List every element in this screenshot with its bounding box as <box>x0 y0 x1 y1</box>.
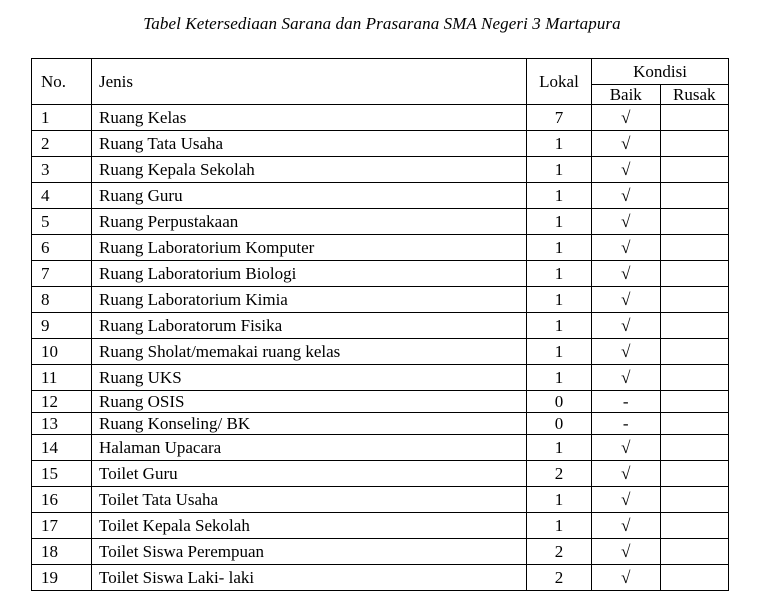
cell-jenis: Ruang Sholat/memakai ruang kelas <box>92 339 527 365</box>
cell-lokal: 1 <box>527 365 592 391</box>
table-row <box>32 565 729 591</box>
cell-jenis: Ruang Laboratorium Biologi <box>92 261 527 287</box>
cell-lokal: 1 <box>527 157 592 183</box>
cell-rusak <box>660 365 729 391</box>
cell-baik: √ <box>592 461 661 487</box>
cell-rusak <box>660 413 729 435</box>
cell-rusak <box>660 313 729 339</box>
cell-rusak <box>660 235 729 261</box>
table-row <box>32 157 729 183</box>
cell-lokal: 1 <box>527 131 592 157</box>
cell-baik: √ <box>592 435 661 461</box>
cell-lokal: 1 <box>527 235 592 261</box>
cell-baik: - <box>592 413 661 435</box>
cell-baik: √ <box>592 513 661 539</box>
table-row <box>32 209 729 235</box>
table-row <box>32 539 729 565</box>
cell-baik: √ <box>592 105 661 131</box>
cell-lokal: 1 <box>527 287 592 313</box>
cell-no: 16 <box>32 487 92 513</box>
cell-baik: √ <box>592 339 661 365</box>
table-row <box>32 487 729 513</box>
cell-rusak <box>660 105 729 131</box>
cell-no: 17 <box>32 513 92 539</box>
header-no: No. <box>32 59 92 105</box>
cell-lokal: 0 <box>527 413 592 435</box>
cell-lokal: 1 <box>527 435 592 461</box>
cell-no: 4 <box>32 183 92 209</box>
table-row <box>32 365 729 391</box>
cell-rusak <box>660 391 729 413</box>
cell-rusak <box>660 487 729 513</box>
cell-rusak <box>660 287 729 313</box>
table-row <box>32 413 729 435</box>
cell-baik: √ <box>592 313 661 339</box>
cell-baik: √ <box>592 539 661 565</box>
cell-no: 12 <box>32 391 92 413</box>
cell-baik: √ <box>592 261 661 287</box>
cell-baik: √ <box>592 287 661 313</box>
cell-jenis: Ruang Laboratorum Fisika <box>92 313 527 339</box>
cell-jenis: Ruang Perpustakaan <box>92 209 527 235</box>
cell-jenis: Ruang OSIS <box>92 391 527 413</box>
cell-baik: - <box>592 391 661 413</box>
cell-no: 19 <box>32 565 92 591</box>
cell-no: 2 <box>32 131 92 157</box>
cell-no: 14 <box>32 435 92 461</box>
cell-lokal: 2 <box>527 565 592 591</box>
table-row <box>32 391 729 413</box>
cell-jenis: Ruang Kepala Sekolah <box>92 157 527 183</box>
cell-no: 9 <box>32 313 92 339</box>
header-jenis: Jenis <box>92 59 527 105</box>
table-row <box>32 435 729 461</box>
cell-lokal: 0 <box>527 391 592 413</box>
cell-baik: √ <box>592 157 661 183</box>
cell-jenis: Toilet Guru <box>92 461 527 487</box>
cell-jenis: Ruang UKS <box>92 365 527 391</box>
cell-jenis: Toilet Tata Usaha <box>92 487 527 513</box>
cell-jenis: Ruang Laboratorium Kimia <box>92 287 527 313</box>
table-row <box>32 339 729 365</box>
cell-no: 13 <box>32 413 92 435</box>
cell-no: 15 <box>32 461 92 487</box>
cell-no: 8 <box>32 287 92 313</box>
cell-rusak <box>660 565 729 591</box>
header-kondisi: Kondisi <box>592 59 729 85</box>
cell-lokal: 1 <box>527 313 592 339</box>
table-row <box>32 183 729 209</box>
cell-jenis: Ruang Guru <box>92 183 527 209</box>
cell-no: 6 <box>32 235 92 261</box>
header-rusak: Rusak <box>660 85 729 105</box>
cell-jenis: Toilet Siswa Laki- laki <box>92 565 527 591</box>
cell-jenis: Ruang Kelas <box>92 105 527 131</box>
cell-rusak <box>660 157 729 183</box>
cell-rusak <box>660 261 729 287</box>
cell-lokal: 1 <box>527 209 592 235</box>
cell-no: 3 <box>32 157 92 183</box>
table-title: Tabel Ketersediaan Sarana dan Prasarana SMA Negeri 3 Martapura <box>143 14 621 33</box>
cell-lokal: 1 <box>527 183 592 209</box>
cell-jenis: Toilet Siswa Perempuan <box>92 539 527 565</box>
table-row <box>32 287 729 313</box>
cell-baik: √ <box>592 235 661 261</box>
cell-rusak <box>660 339 729 365</box>
cell-rusak <box>660 461 729 487</box>
header-lokal: Lokal <box>527 59 592 105</box>
cell-jenis: Ruang Laboratorium Komputer <box>92 235 527 261</box>
cell-lokal: 2 <box>527 461 592 487</box>
cell-baik: √ <box>592 131 661 157</box>
table-body <box>32 105 729 591</box>
table-row <box>32 235 729 261</box>
cell-lokal: 1 <box>527 261 592 287</box>
cell-baik: √ <box>592 209 661 235</box>
cell-rusak <box>660 435 729 461</box>
cell-baik: √ <box>592 365 661 391</box>
cell-rusak <box>660 513 729 539</box>
cell-no: 11 <box>32 365 92 391</box>
cell-lokal: 1 <box>527 339 592 365</box>
cell-no: 7 <box>32 261 92 287</box>
cell-jenis: Ruang Tata Usaha <box>92 131 527 157</box>
cell-lokal: 1 <box>527 513 592 539</box>
facilities-table <box>31 58 729 591</box>
cell-rusak <box>660 209 729 235</box>
table-row <box>32 261 729 287</box>
cell-rusak <box>660 539 729 565</box>
table-row <box>32 461 729 487</box>
cell-jenis: Toilet Kepala Sekolah <box>92 513 527 539</box>
table-row <box>32 313 729 339</box>
cell-lokal: 1 <box>527 487 592 513</box>
cell-baik: √ <box>592 565 661 591</box>
cell-rusak <box>660 183 729 209</box>
cell-jenis: Halaman Upacara <box>92 435 527 461</box>
cell-jenis: Ruang Konseling/ BK <box>92 413 527 435</box>
cell-baik: √ <box>592 183 661 209</box>
table-row <box>32 513 729 539</box>
table-row <box>32 105 729 131</box>
header-baik: Baik <box>592 85 661 105</box>
cell-lokal: 7 <box>527 105 592 131</box>
cell-no: 10 <box>32 339 92 365</box>
cell-no: 18 <box>32 539 92 565</box>
cell-lokal: 2 <box>527 539 592 565</box>
cell-no: 5 <box>32 209 92 235</box>
table-row <box>32 131 729 157</box>
cell-baik: √ <box>592 487 661 513</box>
cell-no: 1 <box>32 105 92 131</box>
cell-rusak <box>660 131 729 157</box>
